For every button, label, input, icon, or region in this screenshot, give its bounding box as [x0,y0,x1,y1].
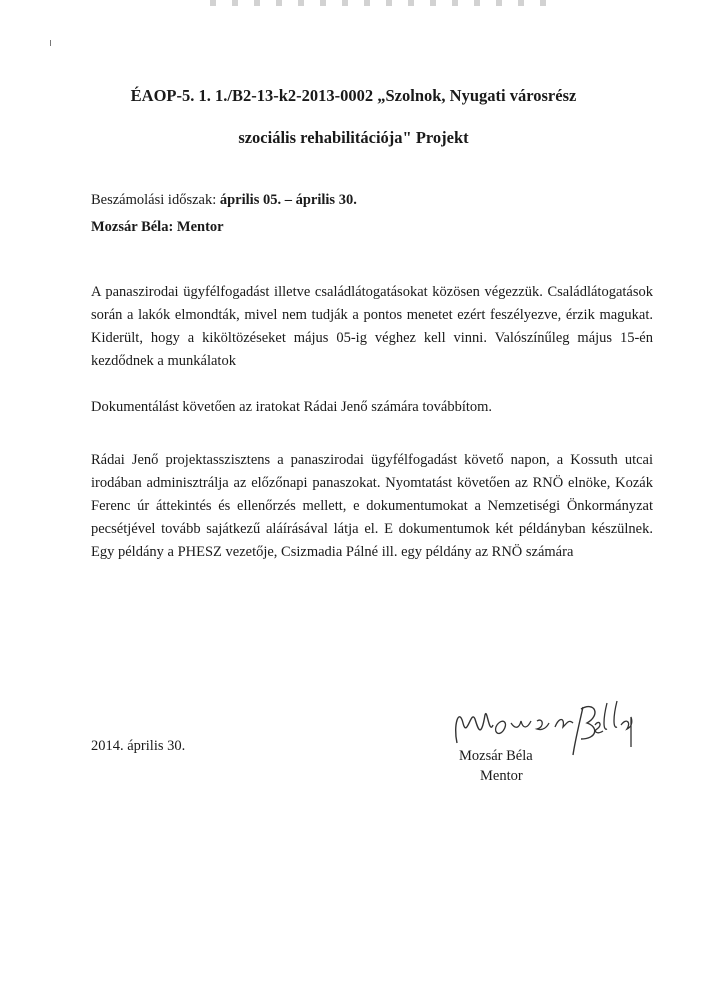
paragraph-administration: Rádai Jenő projektasszisztens a panaszirodai ügyfélfogadást követő napon, a Kossuth utcai irodában adminisztrálja az előzőnapi panaszokat. Nyomtatást követően az RNÖ elnöke, Kozák Ferenc úr áttekintés és ellenőrzés mellett, e dokumentumokat a Nemzetiségi Önkormányzat pecsétjével tovább sajátkezű aláírásával látja el. E dokumentumok két példányban készülnek. Egy példány a PHESZ vezetője, Csizmadia Pálné ill. egy példány az RNÖ számára [91,452,653,560]
scan-artifact-tick [50,40,51,46]
project-title-line-1: ÉAOP-5. 1. 1./B2-13-k2-2013-0002 „Szolnok, Nyugati városrész [130,86,577,105]
signatory-name: Mozsár Béla [459,748,533,764]
signatory-role: Mentor [480,768,523,784]
mentor-line: Mozsár Béla: Mentor [91,219,224,235]
reporting-period-value: április 05. – április 30. [219,192,357,208]
paragraph-documentation: Dokumentálást követően az iratokat Rádai Jenő számára továbbítom. [91,399,493,415]
paragraph-visits: A panaszirodai ügyfélfogadást illetve családlátogatásokat közösen végezzük. Családlátogatások során a lakók elmondták, mivel nem tudják a pontos menetet ezért feszélyezve, érzik magukat. Kiderült, hogy a kiköltözéseket május 05-ig véghez kell vinni. Valószínűleg május 15-én kezdődnek a munkálatok [91,284,653,369]
reporting-period-label: Beszámolási időszak: [91,192,220,208]
project-title-line-2: szociális rehabilitációja" Projekt [238,128,469,147]
document-date: 2014. április 30. [91,738,186,754]
scan-artifact-marks [210,0,550,6]
reporting-period [91,192,357,209]
